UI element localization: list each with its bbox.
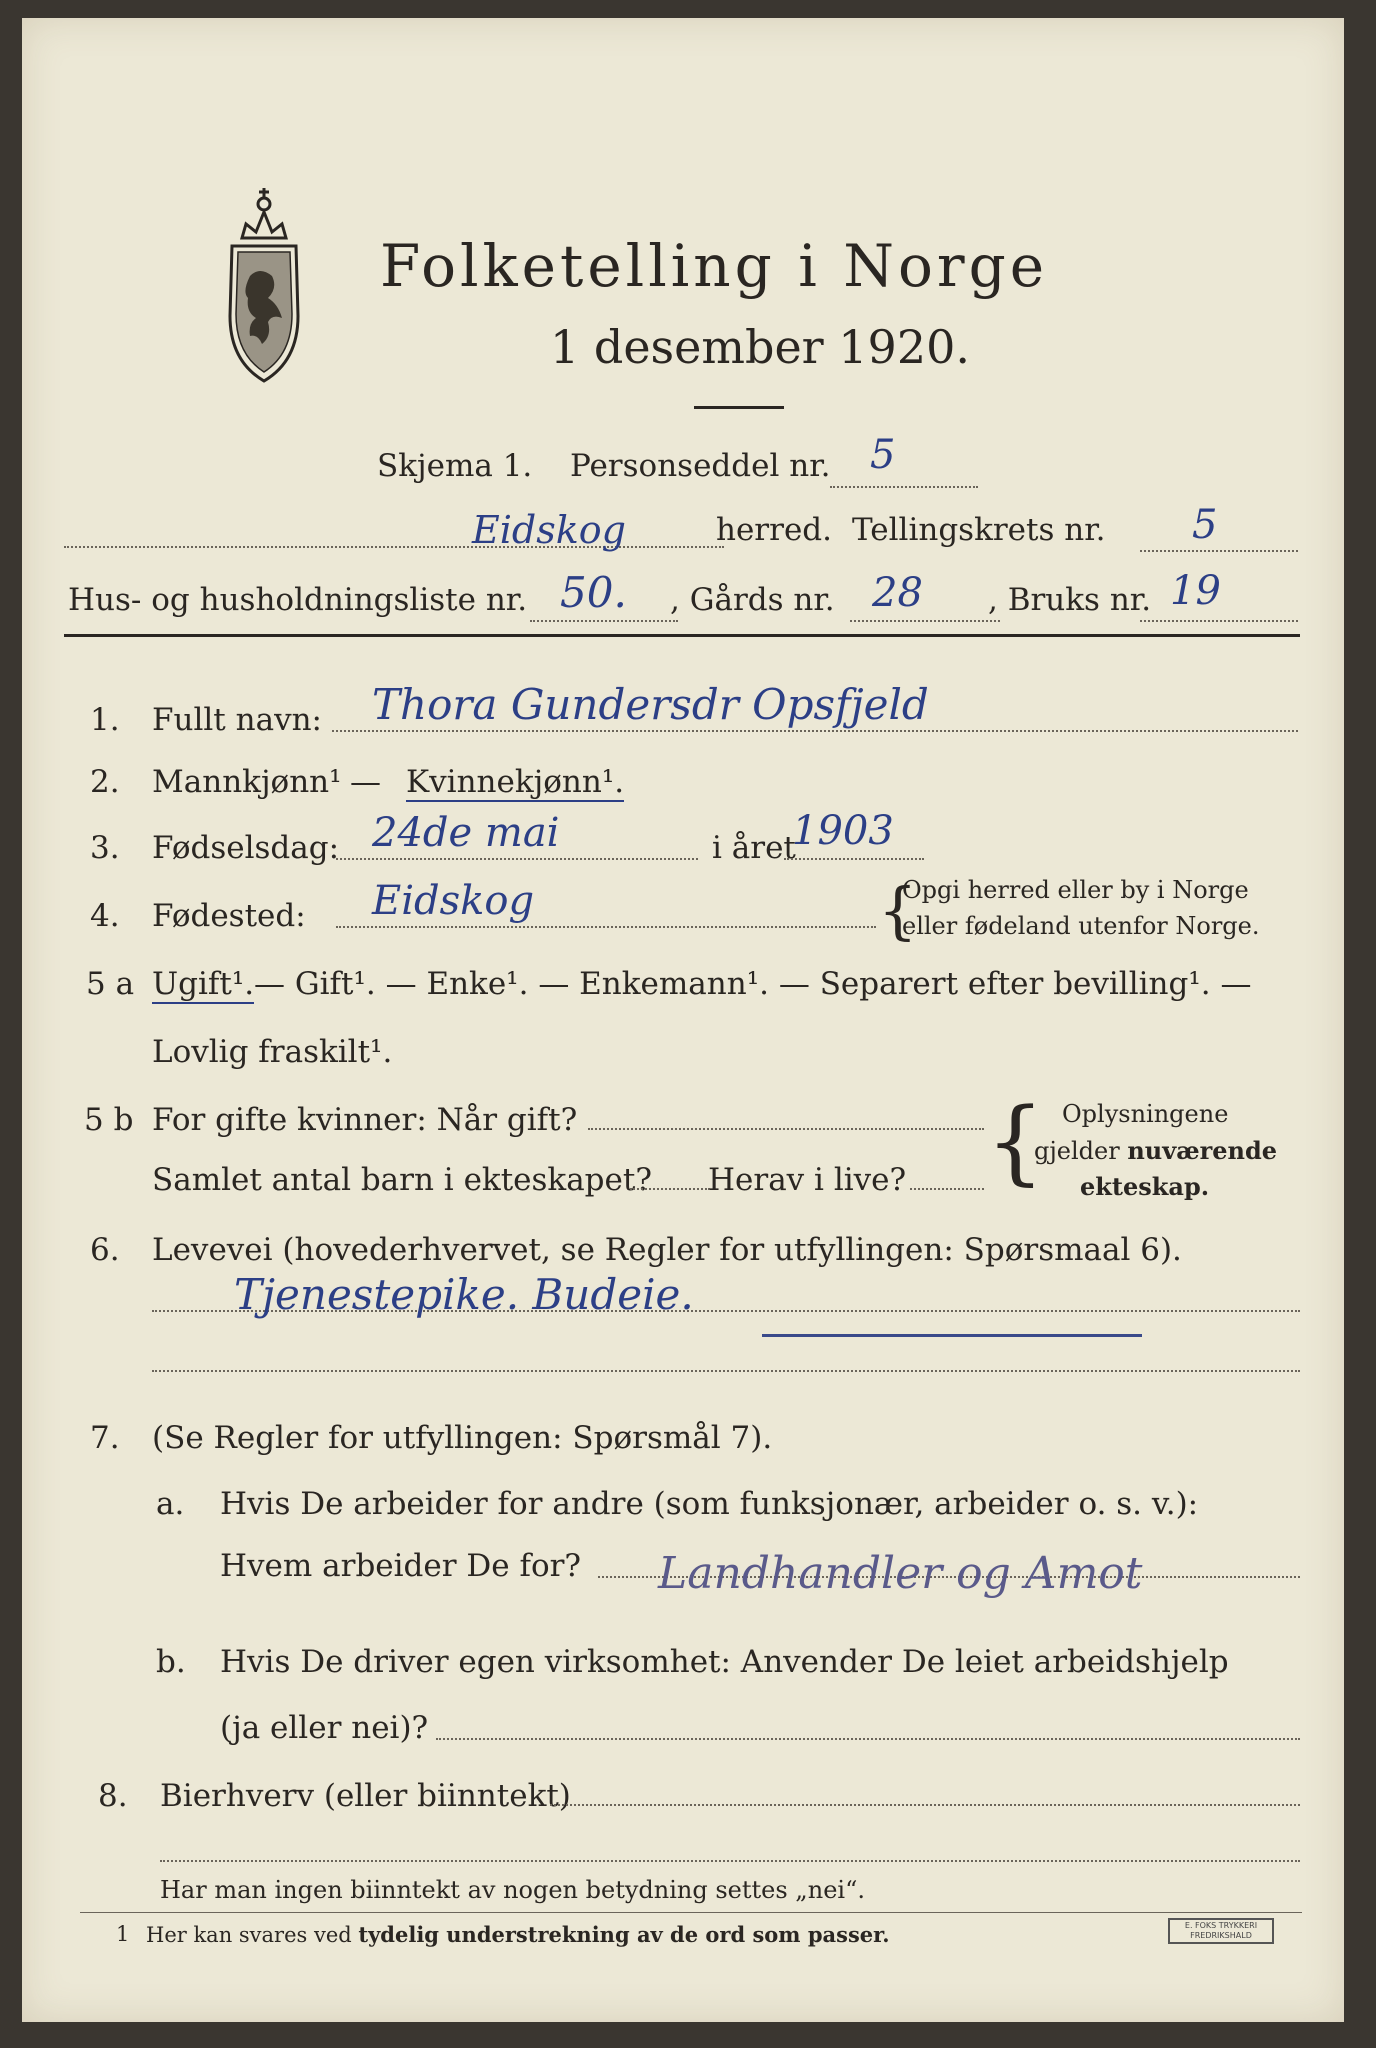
- q6-label: Levevei (hovederhvervet, se Regler for utfyllingen: Spørsmaal 6).: [152, 1232, 1182, 1268]
- q3-number: 3.: [90, 830, 120, 866]
- q8-line2: [160, 1860, 1300, 1862]
- title-divider: [694, 406, 784, 409]
- bruks-label: , Bruks nr.: [988, 582, 1152, 618]
- footnote-number: 1: [116, 1922, 130, 1946]
- birthdate-value[interactable]: 24de mai: [372, 810, 560, 856]
- husliste-line: [530, 620, 678, 622]
- married-when-line: [588, 1128, 984, 1130]
- q7b-label: Hvis De driver egen virksomhet: Anvender De leiet arbeidshjelp: [220, 1644, 1229, 1680]
- children-alive-line: [910, 1188, 984, 1190]
- female-option[interactable]: Kvinnekjønn¹.: [406, 764, 625, 800]
- printer-stamp-line2: FREDRIKSHALD: [1190, 1931, 1252, 1940]
- skjema-label: Skjema 1.: [377, 448, 533, 484]
- bruks-value[interactable]: 19: [1170, 568, 1221, 614]
- q8-line1: [550, 1804, 1300, 1806]
- occupation-value[interactable]: Tjenestepike. Budeie.: [234, 1270, 694, 1319]
- personseddel-line: [830, 486, 978, 488]
- year-line: [784, 858, 924, 860]
- q4-number: 4.: [90, 898, 120, 934]
- printer-stamp: [1168, 1918, 1274, 1944]
- printer-stamp-line1: E. FOKS TRYKKERI: [1184, 1921, 1258, 1930]
- q4-label: Fødested:: [152, 898, 306, 934]
- hired-help-line: [436, 1738, 1300, 1740]
- q2-dash: —: [350, 764, 381, 800]
- q7a-label: Hvis De arbeider for andre (som funksjonær, arbeider o. s. v.):: [220, 1486, 1199, 1522]
- q6-line2: [152, 1370, 1300, 1372]
- tellingskrets-value[interactable]: 5: [1192, 502, 1218, 548]
- q4-brace: {: [878, 874, 918, 947]
- lovlig-fraskilt-option[interactable]: Lovlig fraskilt¹.: [152, 1034, 393, 1070]
- q4-note-line1: Opgi herred eller by i Norge: [902, 876, 1249, 904]
- hired-help-label: (ja eller nei)?: [220, 1710, 429, 1746]
- year-label: i året: [712, 830, 796, 866]
- employer-value[interactable]: Landhandler og Amot: [658, 1548, 1143, 1599]
- gards-line: [850, 620, 1000, 622]
- q5b-number: 5 b: [84, 1102, 134, 1138]
- q8-number: 8.: [98, 1778, 128, 1814]
- q7a-number: a.: [156, 1486, 185, 1522]
- tellingskrets-line: [1140, 550, 1298, 552]
- footnote-bold: tydelig understrekning av de ord som passer.: [358, 1922, 890, 1947]
- q4-line: [336, 926, 876, 928]
- marital-status-options[interactable]: — Gift¹. — Enke¹. — Enkemann¹. — Separert efter bevilling¹. —: [254, 966, 1252, 1002]
- footnote-normal: Her kan svares ved: [146, 1923, 359, 1947]
- children-count-label: Samlet antal barn i ekteskapet?: [152, 1162, 652, 1198]
- footnote-rule: [80, 1912, 1302, 1913]
- q3-label: Fødselsdag:: [152, 830, 340, 866]
- occupation-underline: [762, 1334, 1142, 1337]
- norway-coat-of-arms-icon: [212, 176, 316, 386]
- q5b-note-line3: ekteskap.: [1080, 1172, 1210, 1201]
- q5b-note-line2: [1034, 1136, 1277, 1165]
- male-option[interactable]: Mannkjønn¹: [152, 764, 342, 800]
- gards-value[interactable]: 28: [872, 570, 923, 616]
- herred-value[interactable]: Eidskog: [472, 508, 626, 552]
- employer-label: Hvem arbeider De for?: [220, 1548, 582, 1584]
- married-when-label: For gifte kvinner: Når gift?: [152, 1102, 578, 1138]
- tellingskrets-label: Tellingskrets nr.: [852, 512, 1106, 548]
- full-name-value[interactable]: Thora Gundersdr Opsfjeld: [372, 680, 929, 729]
- children-count-line: [630, 1188, 710, 1190]
- husliste-label: Hus- og husholdningsliste nr.: [68, 582, 528, 618]
- q7-number: 7.: [90, 1420, 120, 1456]
- q3-line: [336, 858, 698, 860]
- birth-year-value[interactable]: 1903: [792, 808, 894, 854]
- q1-number: 1.: [90, 702, 120, 738]
- q6-number: 6.: [90, 1232, 120, 1268]
- personseddel-label: Personseddel nr.: [570, 448, 831, 484]
- census-date: 1 desember 1920.: [550, 320, 970, 374]
- husliste-value[interactable]: 50.: [560, 568, 627, 617]
- ugift-option[interactable]: Ugift¹.: [152, 966, 255, 1002]
- header-rule: [64, 634, 1300, 637]
- q5b-note-bold: nuværende: [1127, 1136, 1278, 1165]
- bruks-line: [1140, 620, 1298, 622]
- q7b-number: b.: [156, 1644, 186, 1680]
- form-title: Folketelling i Norge: [380, 232, 1049, 300]
- herred-label: herred.: [716, 512, 832, 548]
- q1-label: Fullt navn:: [152, 702, 322, 738]
- no-income-note: Har man ingen biinntekt av nogen betydning settes „nei“.: [160, 1876, 865, 1904]
- q4-note-line2: eller fødeland utenfor Norge.: [902, 912, 1260, 940]
- q1-line: [332, 730, 1298, 732]
- footnote-text: [146, 1922, 890, 1947]
- census-form: [22, 18, 1344, 2022]
- q7-label: (Se Regler for utfyllingen: Spørsmål 7).: [152, 1420, 773, 1456]
- q2-number: 2.: [90, 764, 120, 800]
- q5b-brace: {: [986, 1088, 1045, 1195]
- q5a-number: 5 a: [86, 966, 135, 1002]
- q8-label: Bierhverv (eller biinntekt): [160, 1778, 571, 1814]
- children-alive-label: Herav i live?: [708, 1162, 907, 1198]
- personseddel-value[interactable]: 5: [870, 432, 896, 478]
- birthplace-value[interactable]: Eidskog: [372, 878, 535, 924]
- gards-label: , Gårds nr.: [670, 582, 835, 618]
- q5b-note-normal: gjelder: [1034, 1137, 1128, 1165]
- q5b-note-line1: Oplysningene: [1062, 1100, 1229, 1128]
